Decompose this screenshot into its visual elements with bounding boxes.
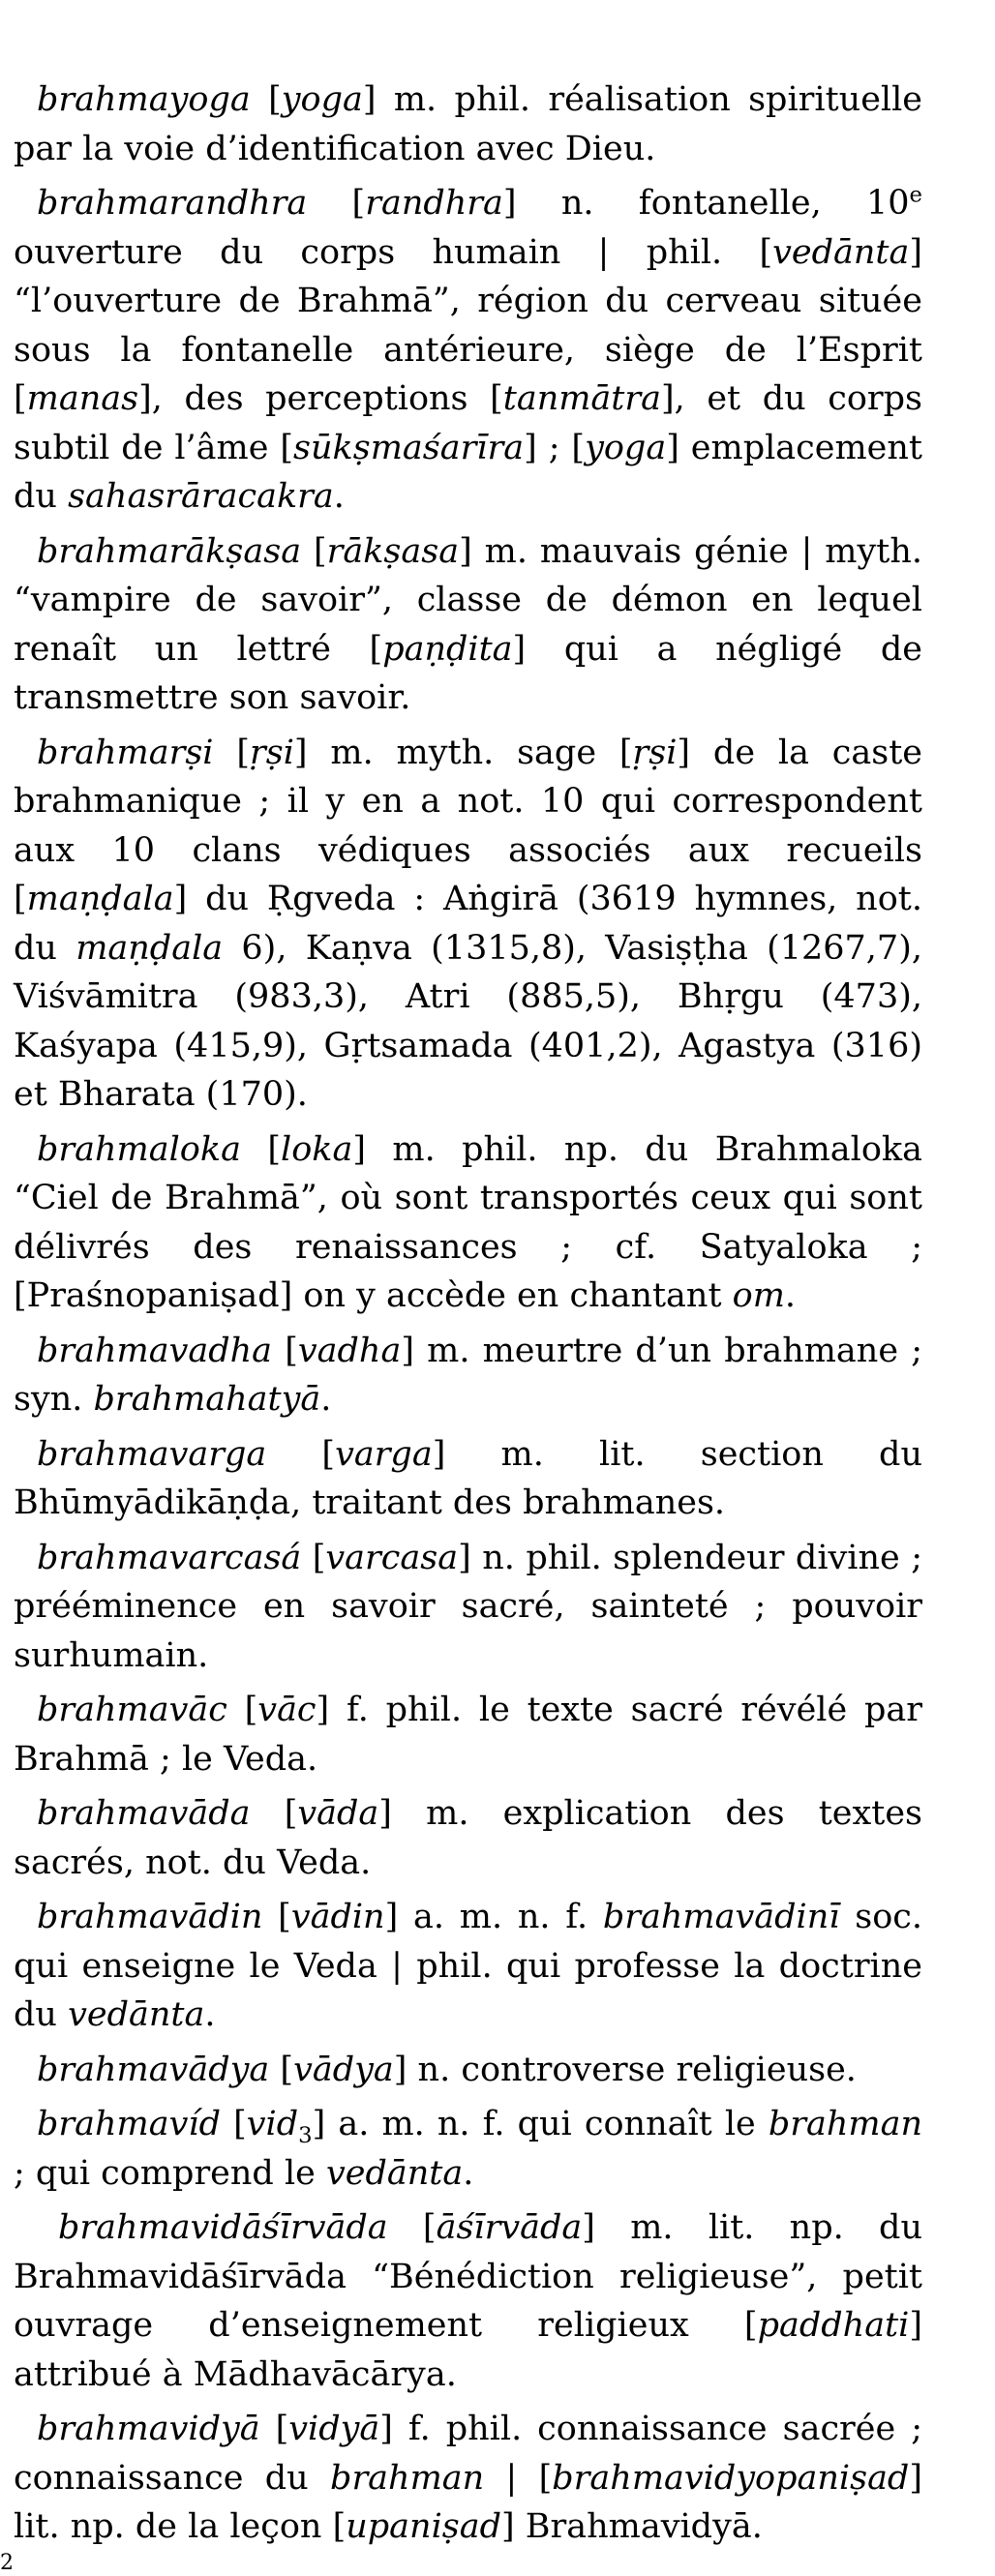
headword: brahmarṣi bbox=[37, 733, 214, 772]
dictionary-entry bbox=[14, 1327, 922, 1424]
headword: brahmarākṣasa bbox=[37, 531, 302, 571]
entry-text: ], et du corps subtil de l’âme [ bbox=[14, 379, 922, 467]
headword: brahmarandhra bbox=[37, 184, 308, 223]
headword: brahmayoga bbox=[37, 80, 251, 119]
headword: brahmavarcasá bbox=[37, 1538, 302, 1577]
entry-text: [ bbox=[226, 1691, 258, 1729]
entry-text: . bbox=[320, 1380, 332, 1419]
entry-text: ] n. controverse religieuse. bbox=[393, 2050, 857, 2089]
headword: brahmavadha bbox=[37, 1331, 273, 1370]
entry-text: vedānta bbox=[326, 2153, 464, 2193]
headword: brahmavādin bbox=[37, 1898, 263, 1936]
entry-text: [ bbox=[220, 2105, 247, 2143]
entry-text: . bbox=[784, 1276, 797, 1315]
entry-text: om bbox=[732, 1276, 785, 1315]
dictionary-entry bbox=[14, 1893, 922, 2040]
entry-text: ouverture du corps humain | phil. [ bbox=[14, 232, 773, 272]
entry-text: vāda bbox=[297, 1794, 379, 1833]
entry-text: . bbox=[204, 1995, 216, 2034]
headword: brahmaloka bbox=[37, 1129, 241, 1169]
entry-text: ] n. phil. splendeur divine ; prééminence en savoir sacré, sainteté ; pouvoir surhumain. bbox=[14, 1538, 922, 1675]
dictionary-entry bbox=[14, 2100, 922, 2198]
entry-text: ] lit. np. de la leçon [ bbox=[14, 2458, 922, 2546]
entry-text: ] emplacement du bbox=[14, 428, 922, 516]
headword: brahmavidyā bbox=[37, 2410, 260, 2448]
entry-text: 6), Kaṇva (1315,8), Vasiṣṭha (1267,7), Viśvāmitra (983,3), Atri (885,5), Bhṛgu (473), Kaśyapa (415,9), Gṛtsamada (401,2), Agastya (316) et Bharata (170). bbox=[14, 928, 922, 1114]
entry-text: vādin bbox=[290, 1898, 385, 1936]
entry-text: brahmavādinī bbox=[602, 1898, 840, 1936]
entry-text: vāc bbox=[257, 1691, 317, 1729]
dictionary-entry bbox=[14, 1125, 922, 1321]
headword: brahmavarga bbox=[37, 1434, 267, 1474]
entry-text: ṛṣi bbox=[632, 733, 678, 772]
entry-text: ] de la caste brahmanique ; il y en a not. 10 qui correspondent aux 10 clans védiques associés aux recueils [ bbox=[14, 733, 922, 918]
entry-text: [ bbox=[272, 1331, 298, 1370]
entry-text: . bbox=[333, 477, 345, 516]
dictionary-entry bbox=[14, 729, 922, 1120]
dictionary-entry bbox=[14, 75, 922, 173]
dictionary-entry bbox=[14, 2405, 922, 2552]
entry-text: ] n. fontanelle, 10 bbox=[502, 184, 910, 223]
headword: brahmavāc bbox=[37, 1691, 227, 1729]
subscript: 3 bbox=[298, 2122, 313, 2148]
headword: brahmavādya bbox=[37, 2050, 270, 2089]
entry-text: [ bbox=[301, 531, 327, 571]
entry-text: [ bbox=[213, 733, 250, 772]
entry-text: ] m. lit. section du Bhūmyādikāṇḍa, traitant des brahmanes. bbox=[14, 1434, 922, 1522]
entry-text: manas bbox=[26, 379, 139, 418]
entry-text: paṇḍita bbox=[382, 629, 513, 669]
entry-text: sahasrāracakra bbox=[68, 477, 334, 516]
entry-text: . bbox=[463, 2153, 474, 2193]
dictionary-entry bbox=[14, 2046, 922, 2095]
entry-text: randhra bbox=[365, 184, 503, 223]
entry-text: varga bbox=[335, 1434, 433, 1474]
entry-text: ] qui a négligé de transmettre son savoir. bbox=[14, 629, 922, 717]
entry-text: upaniṣad bbox=[346, 2507, 502, 2546]
entry-text: ] a. m. n. f. bbox=[384, 1898, 603, 1936]
entry-list bbox=[14, 75, 922, 2552]
dictionary-entry bbox=[14, 179, 922, 522]
entry-text: ] attribué à Mādhavācārya. bbox=[14, 2306, 922, 2394]
entry-text: [ bbox=[259, 2410, 289, 2448]
dictionary-entry bbox=[14, 1534, 922, 1681]
headword: brahmavíd bbox=[37, 2105, 221, 2143]
entry-text: [ bbox=[301, 1538, 326, 1577]
entry-text: [ bbox=[307, 184, 366, 223]
entry-text: varcasa bbox=[325, 1538, 459, 1577]
entry-text: ] m. phil. réalisation spirituelle par la voie d’identification avec Dieu. bbox=[14, 80, 923, 168]
entry-text: [ bbox=[240, 1129, 281, 1169]
entry-text: vādya bbox=[293, 2050, 394, 2089]
headword: brahmavāda bbox=[37, 1794, 251, 1833]
entry-text: [ bbox=[262, 1898, 291, 1936]
entry-text: ] m. phil. np. du Brahmaloka “Ciel de Brahmā”, où sont transportés ceux qui sont délivrés des renaissances ; cf. Satyaloka ; [Praśnopaniṣad] on y accède en chantant bbox=[14, 1129, 922, 1315]
entry-text: yoga bbox=[585, 428, 667, 467]
entry-text: maṇḍala bbox=[75, 928, 224, 968]
dictionary-entry bbox=[14, 1789, 922, 1887]
entry-text: ] m. lit. np. du Brahmavidāśīrvāda “Bénédiction religieuse”, petit ouvrage d’enseignement religieux [ bbox=[14, 2208, 922, 2345]
entry-text: ] f. phil. le texte sacré révélé par Brahmā ; le Veda. bbox=[14, 1691, 922, 1779]
entry-text: vadha bbox=[297, 1331, 402, 1370]
entry-text: brahmavidyopaniṣad bbox=[552, 2458, 910, 2498]
entry-text: ] m. myth. sage [ bbox=[293, 733, 633, 772]
entry-text: tanmātra bbox=[502, 379, 661, 418]
entry-text: ] a. m. n. f. qui connaît le bbox=[312, 2105, 769, 2143]
entry-text: paddhati bbox=[757, 2306, 910, 2345]
entry-text: ] Brahmavidyā. bbox=[501, 2507, 763, 2546]
entry-text: [ bbox=[250, 1794, 298, 1833]
entry-text: maṇḍala bbox=[26, 880, 174, 918]
entry-text: ] “l’ouverture de Brahmā”, région du cerveau située sous la fontanelle antérieure, siège de l’Esprit [ bbox=[14, 232, 922, 418]
entry-text: brahman bbox=[330, 2458, 485, 2498]
entry-text: [ bbox=[266, 1434, 336, 1474]
entry-text: vid bbox=[246, 2105, 299, 2143]
entry-text: ] m. meurtre d’un brahmane ; syn. bbox=[14, 1331, 922, 1419]
entry-text: [ bbox=[250, 80, 282, 119]
dictionary-entry bbox=[14, 1686, 922, 1783]
entry-text: vidyā bbox=[288, 2410, 380, 2448]
entry-text: sūkṣmaśarīra bbox=[293, 428, 525, 467]
entry-text: ṛṣi bbox=[250, 733, 294, 772]
dictionary-entry bbox=[14, 2203, 922, 2399]
entry-text: [ bbox=[387, 2208, 437, 2247]
entry-text: ] m. mauvais génie | myth. “vampire de savoir”, classe de démon en lequel renaît un lettré [ bbox=[14, 531, 922, 669]
superscript: e bbox=[909, 182, 922, 208]
dictionary-entry bbox=[14, 1430, 922, 1528]
entry-text: brahman bbox=[768, 2105, 922, 2143]
entry-text: soc. qui enseigne le Veda | phil. qui professe la doctrine du bbox=[14, 1898, 922, 2034]
entry-text: loka bbox=[281, 1129, 353, 1169]
entry-text: āśīrvāda bbox=[436, 2208, 583, 2247]
entry-text: ; qui comprend le bbox=[14, 2153, 326, 2193]
entry-text: brahmahatyā bbox=[93, 1380, 321, 1419]
entry-text: | [ bbox=[484, 2458, 553, 2498]
page-corner-mark: 2 bbox=[0, 2551, 14, 2575]
entry-text: vedānta bbox=[68, 1995, 205, 2034]
entry-text: ] m. explication des textes sacrés, not. du Veda. bbox=[14, 1794, 922, 1882]
entry-text: rākṣasa bbox=[326, 531, 460, 571]
dictionary-entry bbox=[14, 527, 922, 723]
entry-text: ] ; [ bbox=[524, 428, 586, 467]
entry-text: ] f. phil. connaissance sacrée ; connaissance du bbox=[14, 2410, 922, 2498]
entry-text: [ bbox=[269, 2050, 294, 2089]
headword: brahmavidāśīrvāda bbox=[58, 2208, 388, 2247]
entry-text: ], des perceptions [ bbox=[138, 379, 503, 418]
entry-text: yoga bbox=[281, 80, 363, 119]
entry-text: ] du Ṛgveda : Aṅgirā (3619 hymnes, not. du bbox=[14, 880, 922, 968]
entry-text: vedānta bbox=[772, 232, 910, 272]
